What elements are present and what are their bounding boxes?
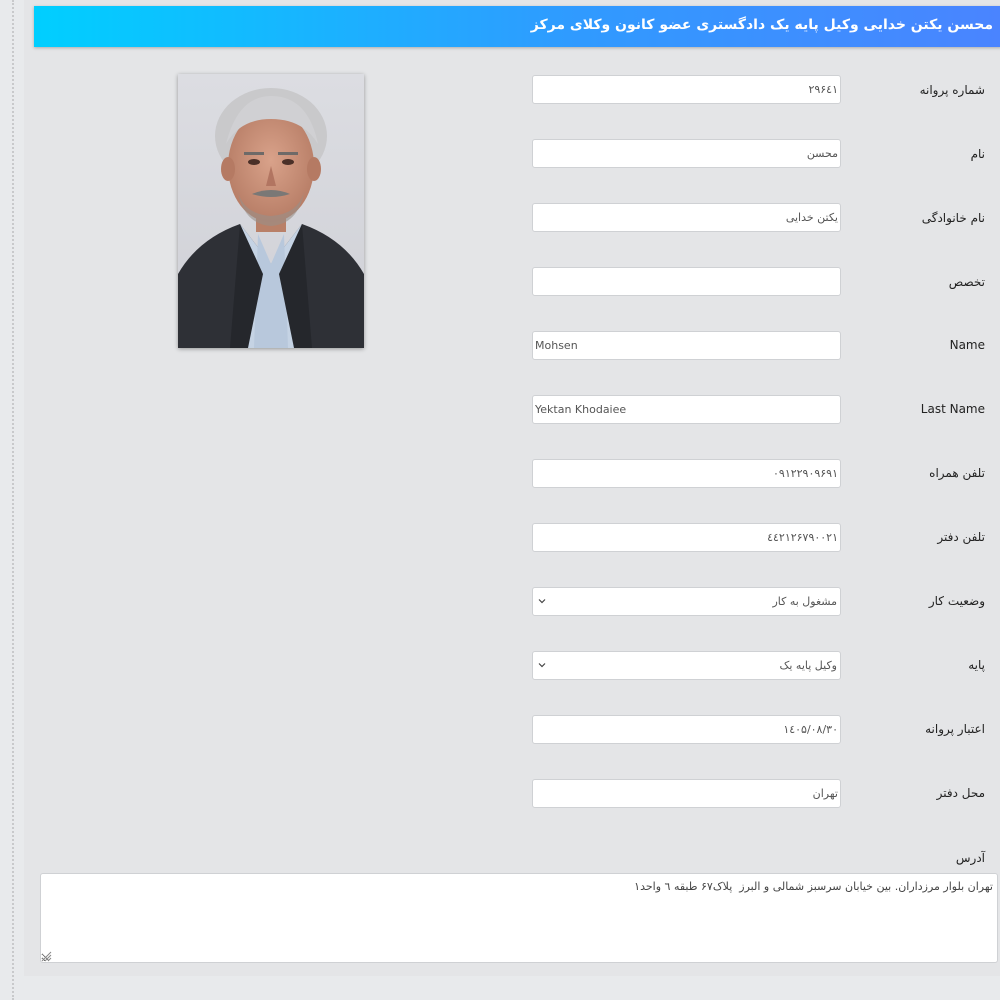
chevron-down-icon: [537, 660, 547, 670]
last-name-en-input[interactable]: [532, 395, 841, 424]
grade-select[interactable]: [532, 651, 841, 680]
address-label: آدرس: [955, 851, 985, 865]
mobile-input[interactable]: [532, 459, 841, 488]
license-number-input[interactable]: [532, 75, 841, 104]
name-en-input[interactable]: [532, 331, 841, 360]
work-status-label: وضعیت کار: [928, 594, 985, 608]
name-en-label: Name: [949, 338, 985, 352]
resize-handle-icon[interactable]: [41, 951, 52, 962]
lawyer-photo: [178, 74, 364, 348]
grade-label: پایه: [968, 658, 985, 672]
last-name-en-label: Last Name: [920, 402, 985, 416]
first-name-input[interactable]: [532, 139, 841, 168]
license-validity-label: اعتبار پروانه: [925, 722, 985, 736]
last-name-label: نام خانوادگی: [921, 211, 985, 225]
page-title: محسن یکتن خدایی وکیل پایه یک دادگستری عضو کانون وکلای مرکز: [530, 17, 993, 33]
first-name-label: نام: [970, 147, 985, 161]
mobile-label: تلفن همراه: [929, 466, 985, 480]
office-phone-input[interactable]: [532, 523, 841, 552]
chevron-down-icon: [537, 596, 547, 606]
license-number-label: شماره پروانه: [919, 83, 985, 97]
page: [12, 0, 1000, 1000]
address-textarea[interactable]: [40, 873, 998, 963]
portrait-image: [178, 74, 364, 348]
specialty-label: تخصص: [948, 275, 985, 289]
grade-value: وکیل پایه یک: [779, 659, 837, 672]
work-status-select[interactable]: [532, 587, 841, 616]
office-location-label: محل دفتر: [936, 786, 985, 800]
work-status-value: مشغول به کار: [772, 595, 837, 608]
profile-header: [34, 6, 1000, 47]
license-validity-input[interactable]: [532, 715, 841, 744]
office-phone-label: تلفن دفتر: [937, 530, 985, 544]
specialty-input[interactable]: [532, 267, 841, 296]
profile-card: [24, 0, 1000, 976]
office-location-input[interactable]: [532, 779, 841, 808]
last-name-input[interactable]: [532, 203, 841, 232]
